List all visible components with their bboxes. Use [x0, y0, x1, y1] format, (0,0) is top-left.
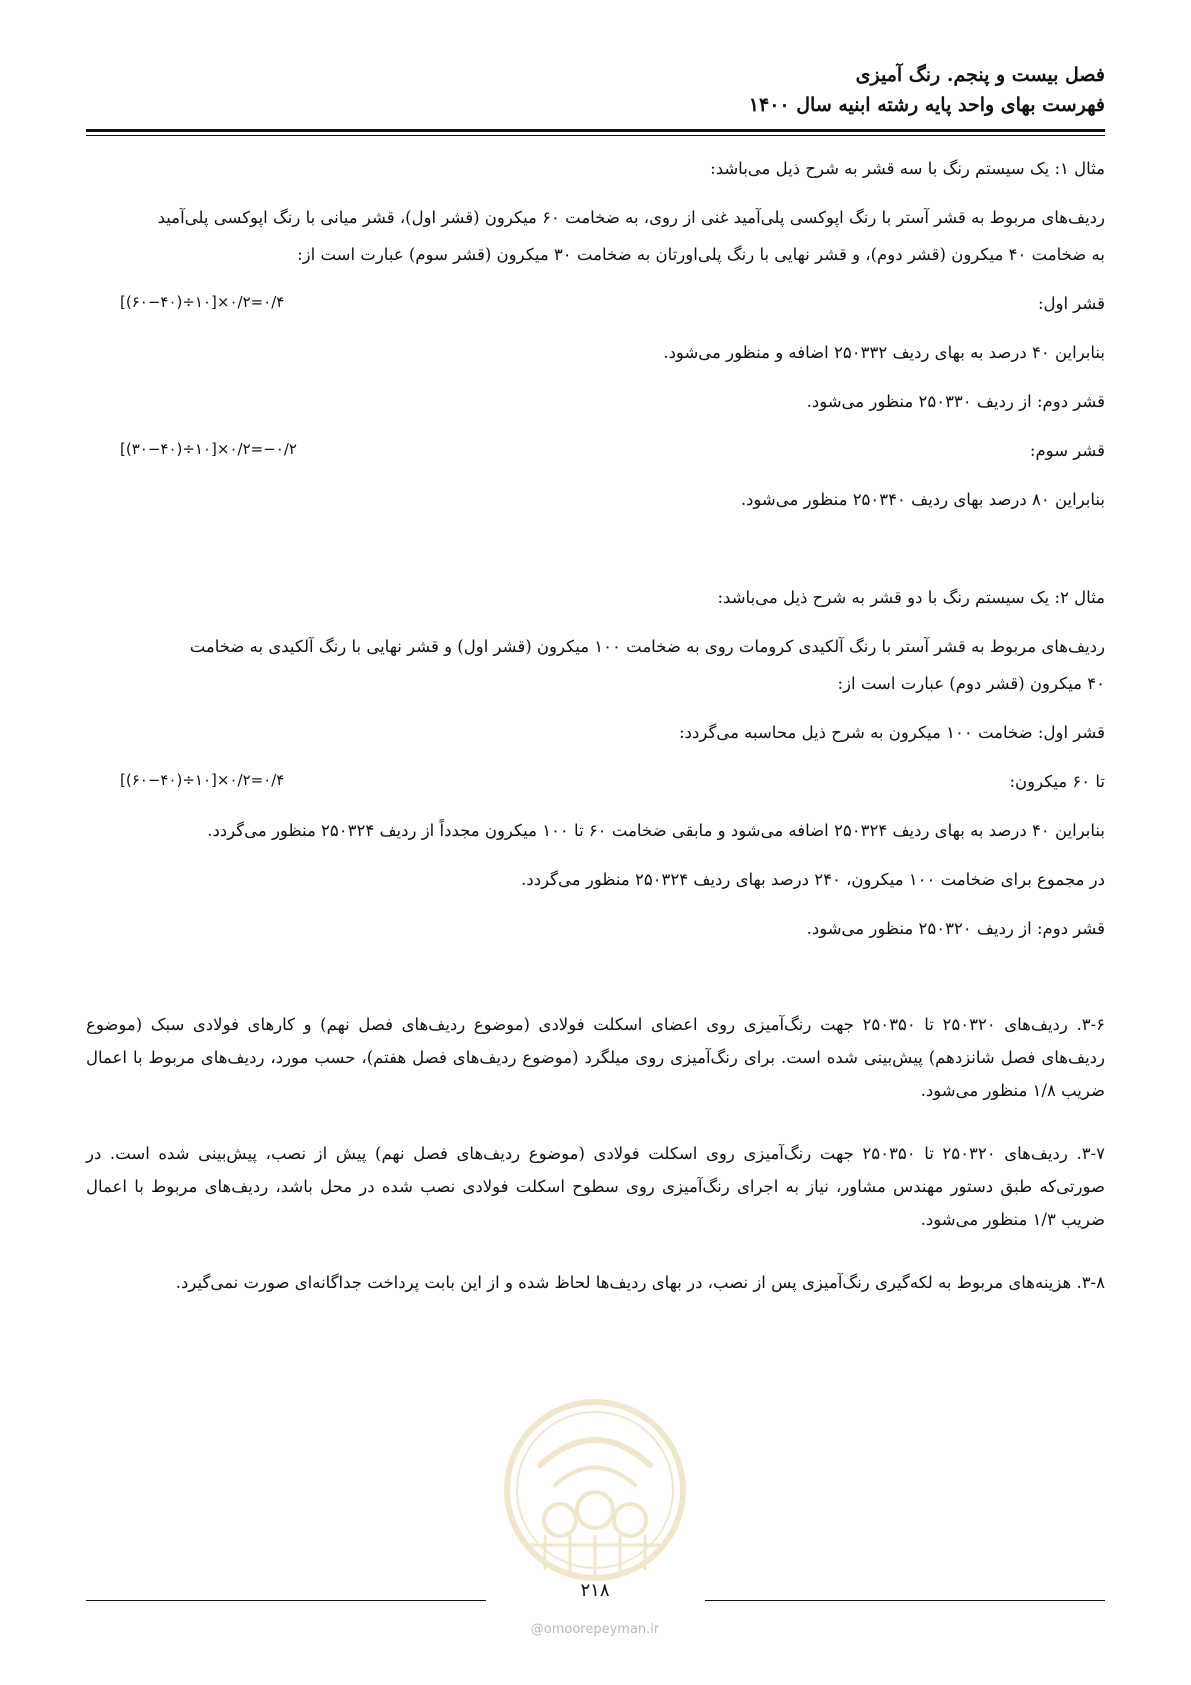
- clause-3-6: ۳-۶. ردیف‌های ۲۵۰۳۲۰ تا ۲۵۰۳۵۰ جهت رنگ‌آمیزی روی اعضای اسکلت فولادی (موضوع ردیف‌های فصل نهم) و کارهای فولادی سبک (موضوع ردیف‌های فصل شانزدهم) پیش‌بینی شده است. برای رنگ‌آمیزی روی میلگرد (موضوع ردیف‌های فصل هفتم)، حسب مورد، ردیف‌های مربوط با اعمال ضریب ۱/۸ منظور می‌شود.: [86, 1015, 1105, 1100]
- page-header: [86, 60, 1105, 120]
- example1-layer3-label: قشر سوم:: [1029, 441, 1105, 460]
- example2-body-line1: ردیف‌های مربوط به قشر آستر با رنگ آلکیدی کرومات روی به ضخامت ۱۰۰ میکرون (قشر اول) و قشر نهایی با رنگ آلکیدی به ضخامت: [189, 637, 1105, 656]
- chapter-title: فصل بیست و پنجم. رنگ آمیزی: [855, 64, 1105, 86]
- example1-layer1-result: بنابراین ۴۰ درصد به بهای ردیف ۲۵۰۳۳۲ اضافه و منظور می‌شود.: [663, 343, 1105, 362]
- example2-layer2-text: قشر دوم: از ردیف ۲۵۰۳۲۰ منظور می‌شود.: [806, 919, 1105, 938]
- example2-result1: بنابراین ۴۰ درصد به بهای ردیف ۲۵۰۳۲۴ اضافه می‌شود و مابقی ضخامت ۶۰ تا ۱۰۰ میکرون مجدداً از ردیف ۲۵۰۳۲۴ منظور می‌گردد.: [207, 821, 1105, 840]
- watermark-logo: [500, 1395, 690, 1585]
- clause-3-8: ۳-۸. هزینه‌های مربوط به لکه‌گیری رنگ‌آمیزی پس از نصب، در بهای ردیف‌ها لحاظ شده و از این بابت پرداخت جداگانه‌ای صورت نمی‌گیرد.: [175, 1273, 1105, 1292]
- example2-title: مثال ۲: یک سیستم رنگ با دو قشر به شرح ذیل می‌باشد:: [717, 588, 1105, 607]
- footer-rule-left: [86, 1600, 486, 1601]
- formula-text: [(۳۰−۴۰)÷۱۰]×۰/۲=−۰/۲: [120, 440, 297, 458]
- document-title: فهرست بهای واحد پایه رشته ابنیه سال ۱۴۰۰: [748, 94, 1105, 116]
- example2-upto60-formula: [120, 766, 284, 794]
- header-rule-thin: [86, 135, 1105, 136]
- example1-body-line2: به ضخامت ۴۰ میکرون (قشر دوم)، و قشر نهایی با رنگ پلی‌اورتان به ضخامت ۳۰ میکرون (قشر سوم) عبارت است از:: [297, 245, 1105, 264]
- formula-text: [(۶۰−۴۰)÷۱۰]×۰/۲=۰/۴: [120, 771, 285, 789]
- example2-result2: در مجموع برای ضخامت ۱۰۰ میکرون، ۲۴۰ درصد بهای ردیف ۲۵۰۳۲۴ منظور می‌گردد.: [521, 870, 1105, 889]
- example2-layer1-text: قشر اول: ضخامت ۱۰۰ میکرون به شرح ذیل محاسبه می‌گردد:: [679, 723, 1105, 742]
- footer-rule-right: [705, 1600, 1105, 1601]
- example2-upto60-label: تا ۶۰ میکرون:: [1009, 772, 1105, 791]
- formula-text: [(۶۰−۴۰)÷۱۰]×۰/۲=۰/۴: [120, 293, 285, 311]
- page-number: ۲۱۸: [580, 1580, 610, 1601]
- example1-layer2-text: قشر دوم: از ردیف ۲۵۰۳۳۰ منظور می‌شود.: [806, 392, 1105, 411]
- example1-layer3-result: بنابراین ۸۰ درصد بهای ردیف ۲۵۰۳۴۰ منظور می‌شود.: [740, 490, 1105, 509]
- example2-body-line2: ۴۰ میکرون (قشر دوم) عبارت است از:: [837, 674, 1105, 693]
- header-rule-thick: [86, 129, 1105, 132]
- example1-title: مثال ۱: یک سیستم رنگ با سه قشر به شرح ذیل می‌باشد:: [710, 159, 1105, 178]
- website-watermark: @omoorepeyman.ir: [530, 1622, 660, 1637]
- example1-layer1-label: قشر اول:: [1037, 294, 1105, 313]
- example1-layer1-formula: [120, 288, 284, 316]
- example1-body-line1: ردیف‌های مربوط به قشر آستر با رنگ اپوکسی پلی‌آمید غنی از روی، به ضخامت ۶۰ میکرون (قشر اول)، قشر میانی با رنگ اپوکسی پلی‌آمید: [157, 208, 1105, 227]
- clause-3-7: ۳-۷. ردیف‌های ۲۵۰۳۲۰ تا ۲۵۰۳۵۰ جهت رنگ‌آمیزی روی اسکلت فولادی (موضوع ردیف‌های فصل نهم) پیش از نصب، پیش‌بینی شده است. در صورتی‌که طبق دستور مهندس مشاور، نیاز به اجرای رنگ‌آمیزی روی سطوح اسکلت فولادی نصب شده در محل باشد، ردیف‌های مربوط با اعمال ضریب ۱/۳ منظور می‌شود.: [86, 1144, 1105, 1229]
- example1-layer3-formula: [120, 435, 297, 463]
